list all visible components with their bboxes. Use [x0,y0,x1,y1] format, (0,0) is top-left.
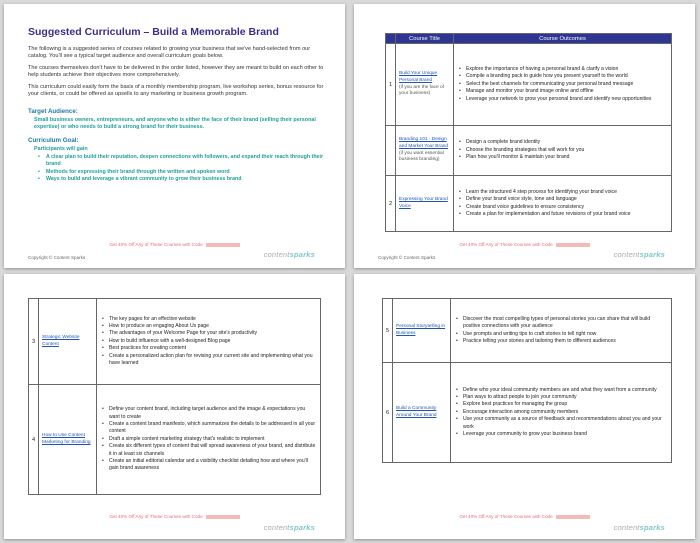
outcome-item: • Explore the importance of having a personal brand & clarify a vision [458,66,667,73]
page-4 [354,274,695,539]
redacted-code [556,243,590,247]
outcome-item: • Leverage your community to grow your business brand [455,431,667,438]
row-number: 3 [29,299,39,385]
goal-item: • Methods for expressing their brand through the written and spoken word [38,169,328,176]
curriculum-goal-heading: Curriculum Goal: [28,137,79,144]
copyright: Copyright © Content Sparks [28,255,86,260]
outcome-item: • Create six different types of content that will spread awareness of your brand, and distribute it in at least six channels [101,443,316,458]
course-title-cell [39,385,97,495]
header-course-outcomes: Course Outcomes [454,34,672,44]
curriculum-table [385,33,672,232]
outcome-item: • Discover the most compelling types of personal stories you can share that will build positive connections with your audience [455,316,667,331]
course-title-cell [396,176,454,232]
goal-item: • Ways to build and leverage a vibrant community to grow their business brand [38,176,328,183]
target-audience-heading: Target Audience: [28,108,78,115]
header-num [386,34,396,44]
outcome-item: • Create a content brand manifesto, which summarizes the details to be addressed in all your content [101,421,316,436]
course-link[interactable]: Strategic Website Content [42,334,80,347]
outcomes-cell [97,385,321,495]
outcome-item: • Choose the branding strategies that will work for you [458,147,667,154]
outcome-item: • Explore best practices for managing the group [455,401,667,408]
row-number: 2 [386,176,396,232]
row-number: 6 [383,363,393,463]
page-title: Suggested Curriculum – Build a Memorable Brand [28,26,279,38]
outcome-item: • Plan ways to attract people to join your community [455,394,667,401]
course-title-cell [393,299,451,363]
row-number: 1 [386,44,396,126]
outcomes-cell [97,299,321,385]
outcome-item: • Select the best channels for communicating your personal brand message [458,81,667,88]
outcomes-cell [454,126,672,176]
row-number: 4 [29,385,39,495]
table-row [386,126,672,176]
redacted-code [206,515,240,519]
intro-paragraph: The following is a suggested series of courses related to growing your business that we've hand-selected from our catalog. You'll see a typical target audience and overall curriculum goals below. [28,46,311,60]
header-course-title: Course Title [396,34,454,44]
outcome-item: • Design a complete brand identity [458,139,667,146]
outcome-item: • Encourage interaction among community members [455,409,667,416]
table-header-row [386,34,672,44]
table-row [29,385,321,495]
course-title-cell [396,44,454,126]
goal-list [38,154,328,183]
promo-text: Get 40% Off Any of These Courses with Code [4,514,345,519]
outcome-item: • The key pages for an effective website [101,316,316,323]
table-row [383,363,672,463]
outcome-item: • Create a plan for implementation and future revisions of your brand voice [458,211,667,218]
course-link[interactable]: How to Use Content Marketing for Branding [42,432,91,445]
outcome-item: • The advantages of your Welcome Page for your site's productivity [101,330,316,337]
outcome-item: • Use prompts and writing tips to craft stories to tell right now [455,331,667,338]
row-number: 5 [383,299,393,363]
content-sparks-logo: contentsparks [613,523,665,532]
promo-text: Get 40% Off Any of These Courses with Code [354,514,695,519]
copyright: Copyright © Content Sparks [378,255,436,260]
goal-item: • A clear plan to build their reputation, deepen connections with followers, and expand their reach through their brand [38,154,328,169]
outcome-item: • Create an initial editorial calendar and a visibility checklist detailing how and where you'll gain brand awareness [101,458,316,473]
order-paragraph: The courses themselves don't have to be delivered in the order listed, however they are meant to build on each other to help students achieve their objectives more comprehensively. [28,65,324,79]
outcome-item: • Use your community as a source of feedback and recommendations about you and your work [455,416,667,431]
table-row [386,44,672,126]
outcome-item: • Best practices for creating content [101,345,316,352]
outcome-item: • Draft a simple content marketing strategy that's realistic to implement [101,436,316,443]
row-number [386,126,396,176]
outcome-item: • Define who your ideal community members are and what they want from a community [455,387,667,394]
redacted-code [556,515,590,519]
content-sparks-logo: contentsparks [263,250,315,259]
content-sparks-logo: contentsparks [263,523,315,532]
outcome-item: • Plan how you'll monitor & maintain your brand [458,154,667,161]
table-row [29,299,321,385]
course-link[interactable]: Personal Storytelling in Business [396,323,446,336]
outcome-item: • Practice telling your stories and tailoring them to different audiences [455,338,667,345]
promo-text: Get 40% Off Any of These Courses with Code [4,242,345,247]
goal-intro: Participants will gain [34,146,88,152]
promo-text: Get 40% Off Any of These Courses with Code [354,242,695,247]
outcomes-cell [451,299,672,363]
outcome-item: • Define your content brand, including target audience and the image & expectations you want to create [101,406,316,421]
outcome-item: • Manage and monitor your brand image online and offline [458,88,667,95]
course-note: (if you are the face of your business) [399,84,445,97]
target-audience-text: Small business owners, entrepreneurs, and anyone who is either the face of their brand (selling their personal expertise) or who needs to build a strong brand for their business. [34,117,316,131]
page-3 [4,274,345,539]
outcome-item: • Learn the structured 4 step process for identifying your brand voice [458,189,667,196]
course-link[interactable]: Build a Community Around Your Brand [396,405,437,418]
course-title-cell [396,126,454,176]
course-link[interactable]: Branding 101 - Design and Market Your Brand [399,137,449,149]
course-link[interactable]: Build Your Unique Personal Brand [399,71,438,83]
outcome-item: • Create brand voice guidelines to ensure consistency [458,204,667,211]
course-title-cell [39,299,97,385]
outcome-item: • Leverage your network to grow your personal brand and identify new opportunities [458,96,667,103]
course-link[interactable]: Expressing Your Brand Voice [399,196,448,209]
page-2 [354,4,695,268]
outcomes-cell [454,44,672,126]
outcomes-cell [451,363,672,463]
table-row [386,176,672,232]
outcome-item: • How to build influence with a well-designed Blog page [101,338,316,345]
curriculum-table [382,298,672,463]
usage-paragraph: This curriculum could easily form the basis of a monthly membership program, live workshop series, bonus resource for your clients, or could be offered as upsells to any marketing or business growth program. [28,84,324,98]
outcome-item: • How to produce an engaging About Us page [101,323,316,330]
outcome-item: • Create a personalized action plan for revising your current site and implementing what you have learned [101,353,316,368]
outcomes-cell [454,176,672,232]
content-sparks-logo: contentsparks [613,250,665,259]
curriculum-table [28,298,321,495]
course-title-cell [393,363,451,463]
outcome-item: • Compile a branding pack to guide how you present yourself to the world [458,73,667,80]
redacted-code [206,243,240,247]
page-1 [4,4,345,268]
table-row [383,299,672,363]
outcome-item: • Define your brand voice style, tone and language [458,196,667,203]
course-note: (if you want essential business branding) [399,150,444,163]
